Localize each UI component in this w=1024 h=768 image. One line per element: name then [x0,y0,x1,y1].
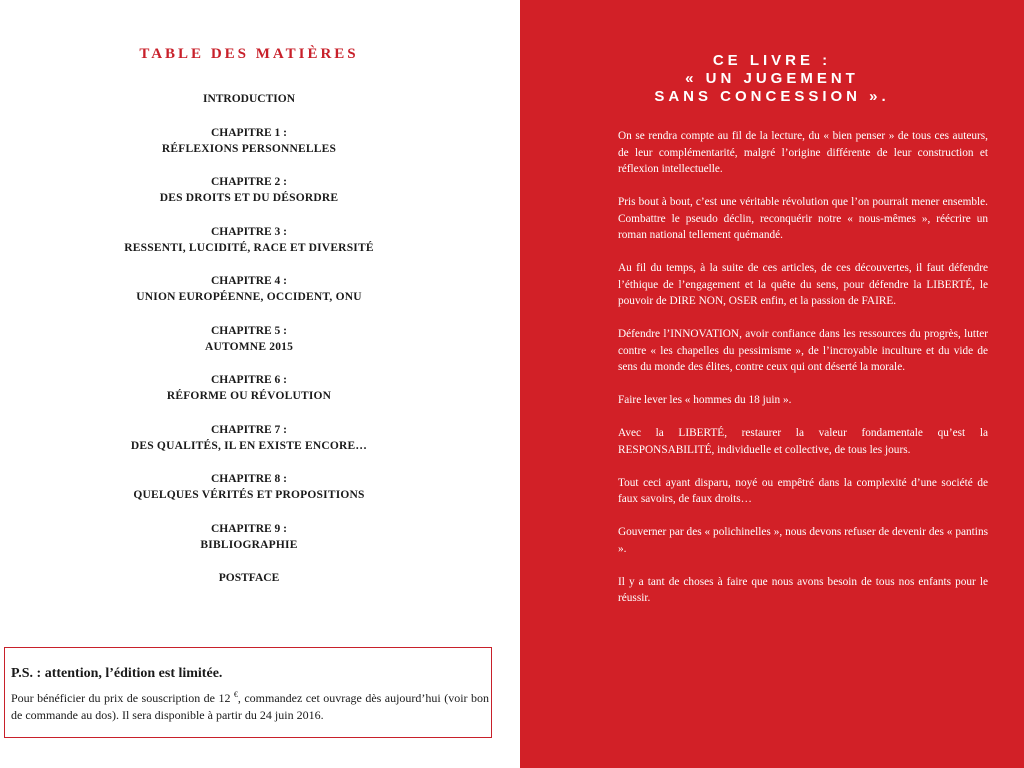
chapter-label: CHAPITRE 4 : [210,275,288,287]
ps-text [11,686,489,724]
book-title-line-3: SANS CONCESSION ». [654,88,890,105]
chapter-title: RESSENTI, LUCIDITÉ, RACE ET DIVERSITÉ [124,241,374,254]
ps-notice-box [4,647,492,738]
chapter-title: UNION EUROPÉENNE, OCCIDENT, ONU [136,291,362,303]
toc-introduction: INTRODUCTION [202,93,295,105]
description-paragraph-8: Gouverner par des « polichinelles », nous devons refuser de devenir des « pantins ». [618,526,988,555]
toc-title: TABLE DES MATIÈRES [139,46,359,62]
description-paragraph-4: Défendre l’INNOVATION, avoir confiance dans les ressources du progrès, lutter contre « les chapelles du pessimisme », de l’incroyable inculture et du vide de sens du monde des élites, contre ceux qui ont déserté la morale. [618,328,988,373]
description-paragraph-9: Il y a tant de choses à faire que nous avons besoin de tous nos enfants pour le réussir. [618,575,988,604]
toc-list [0,91,498,604]
chapter-label: CHAPITRE 2 : [210,176,288,188]
chapter-label: CHAPITRE 1 : [210,126,288,139]
chapter-label: CHAPITRE 8 : [210,473,288,485]
chapter-label: CHAPITRE 5 : [210,324,288,337]
toc-chapter-6 [0,372,498,404]
chapter-title: DES QUALITÉS, IL EN EXISTE ENCORE… [130,439,368,452]
chapter-title: RÉFLEXIONS PERSONNELLES [161,142,337,155]
toc-chapter-8 [0,471,498,503]
toc-chapter-4 [0,273,498,305]
chapter-title: RÉFORME OU RÉVOLUTION [166,390,332,402]
description-paragraph-2: Pris bout à bout, c’est une véritable révolution que l’on pourrait mener ensemble. Combattre le pseudo déclin, reconquérir notre « nous-mêmes », réécrire un roman national tellement quémandé. [618,196,988,241]
toc-chapter-2 [0,174,498,206]
description-paragraph-3: Au fil du temps, à la suite de ces articles, de ces découvertes, il faut défendre l’éthique de l’engagement et la quête du sens, pour défendre la LIBERTÉ, le pouvoir de DIRE NON, OSER enfin, et la passion de FAIRE. [618,262,988,307]
description-paragraph-1: On se rendra compte au fil de la lecture, du « bien penser » de tous ces auteurs, de leur complémentarité, malgré l’origine différente de leur construction et réflexion intellectuelle. [618,130,988,175]
book-title-line-1: CE LIVRE : [712,52,832,69]
toc-chapter-1 [0,125,498,157]
chapter-label: CHAPITRE 7 : [210,423,288,436]
book-description [618,128,988,623]
ps-title: P.S. : attention, l’édition est limitée. [11,666,223,681]
chapter-label: CHAPITRE 9 : [210,522,288,535]
description-paragraph-6: Avec la LIBERTÉ, restaurer la valeur fondamentale qu’est la RESPONSABILITÉ, individuelle et collective, de tous les jours. [618,427,988,456]
book-title [520,52,1024,106]
toc-chapter-7 [0,422,498,454]
ps-text-before-price: Pour bénéficier du prix de souscription de 12 [11,691,231,705]
description-paragraph-5: Faire lever les « hommes du 18 juin ». [618,394,792,406]
toc-chapter-9 [0,521,498,553]
chapter-label: CHAPITRE 6 : [210,374,288,386]
currency-symbol: € [233,690,238,699]
chapter-title: AUTOMNE 2015 [204,340,294,353]
toc-chapter-5 [0,323,498,355]
description-paragraph-7: Tout ceci ayant disparu, noyé ou empêtré dans la complexité d’une société de faux savoirs, de faux droits… [618,476,988,505]
chapter-title: QUELQUES VÉRITÉS ET PROPOSITIONS [133,489,365,501]
chapter-label: CHAPITRE 3 : [210,225,288,238]
toc-chapter-3 [0,224,498,256]
toc-postface: POSTFACE [218,572,280,584]
book-title-line-2: « UN JUGEMENT [685,70,859,87]
right-page [520,0,1024,768]
chapter-title: BIBLIOGRAPHIE [200,538,298,551]
ps-text-after-price: , commandez cet ouvrage dès aujourd’hui (voir bon de commande au dos). Il sera disponible à partir du 24 juin 2016. [11,691,489,722]
chapter-title: DES DROITS ET DU DÉSORDRE [159,192,339,204]
